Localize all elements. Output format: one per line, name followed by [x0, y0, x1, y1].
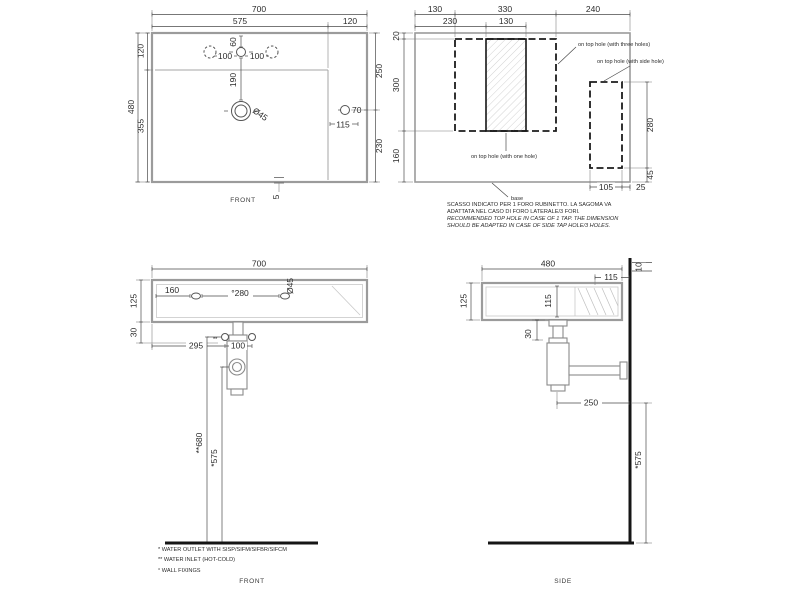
view-label-front: FRONT: [239, 578, 265, 585]
view-label-side: SIDE: [554, 578, 572, 585]
dim-160: 160: [391, 148, 401, 164]
basin-inner-edge: [155, 70, 328, 180]
dim-tap-from-top: [228, 36, 241, 47]
footprint-caption: [447, 202, 619, 229]
dim-60: 60: [228, 37, 238, 47]
side-lower-dims: [557, 392, 652, 543]
note-water-outlet: * WATER OUTLET WITH SISP/SIFM/SIFBR/SIFCM: [158, 547, 287, 553]
view-footprint: [391, 4, 664, 229]
front-notes: [158, 547, 287, 574]
footprint-top-dims: [415, 4, 630, 37]
dim-280-fix: °280: [231, 288, 249, 298]
dim-side-hole-offset: [330, 120, 358, 130]
dim-45: 45: [645, 170, 655, 180]
dim-230: 230: [374, 138, 384, 154]
dim-30-front: 30: [128, 327, 139, 338]
note-water-inlet: ** WATER INLET (HOT-COLD): [158, 557, 235, 563]
wall-fixing-slot-left: [192, 293, 201, 299]
dim-115: 115: [336, 119, 350, 130]
dim-slot-45: Ø45: [285, 277, 295, 295]
dim-70: 70: [352, 105, 362, 115]
dim-250: 250: [583, 397, 599, 408]
caption-line-3: RECOMMENDED TOP HOLE IN CASE OF 1 TAP. THE DIMENSION: [447, 216, 619, 222]
dim-300: 300: [391, 77, 401, 93]
dim-130-inner: 130: [498, 16, 514, 26]
dim-295: 295: [188, 340, 204, 351]
side-top-dims: [482, 259, 652, 286]
water-inlet-right: [249, 334, 256, 341]
dim-330: 330: [497, 4, 513, 14]
dim-250: 250: [374, 63, 384, 79]
dim-700: 700: [251, 4, 267, 14]
dim-5: 5: [271, 194, 281, 200]
label-base: base: [511, 196, 524, 202]
label-side-hole: on top hole (with side hole): [597, 59, 664, 65]
dim-bottom-thickness: [271, 178, 284, 200]
dim-130-top: 130: [427, 4, 443, 14]
note-wall-fixings: ° WALL FIXINGS: [158, 568, 201, 574]
dim-230: 230: [442, 16, 458, 26]
footprint-left-dims: [391, 31, 455, 182]
dim-480: 480: [126, 99, 136, 115]
dim-125-front: 125: [128, 293, 139, 309]
tap-zone-side-hole: [590, 82, 622, 168]
dim-240: 240: [585, 4, 601, 14]
side-left-dims: [459, 283, 558, 340]
dim-115-inner: 115: [543, 294, 553, 308]
dim-100-inlets: 100: [230, 340, 246, 351]
dim-115-top: 115: [604, 272, 618, 282]
dim-160-fix: 160: [164, 285, 180, 295]
label-three-holes: on top hole (with three holes): [578, 42, 651, 48]
siphon-side: [547, 320, 627, 391]
view-front-elevation: [129, 259, 368, 586]
view-label-plan: FRONT: [230, 197, 256, 204]
dim-100-right: 100: [249, 51, 265, 61]
caption-line-1: SCASSO INDICATO PER 1 FORO RUBINETTO. LA SAGOMA VA: [447, 202, 612, 208]
dim-480-side: 480: [540, 258, 556, 269]
label-one-hole: on top hole (with one hole): [471, 154, 537, 160]
view-side-elevation: [459, 258, 653, 585]
caption-line-4: SHOULD BE ADAPTED IN CASE OF SIDE TAP HOLE/3 HOLES.: [447, 223, 611, 229]
tap-zone-one-hole: [486, 39, 526, 131]
dim-575-side: *575: [633, 451, 643, 469]
dim-120-right: 120: [342, 16, 358, 26]
front-outer-dims: [129, 259, 368, 344]
dim-355: 355: [135, 118, 146, 134]
siphon-front: [227, 322, 247, 395]
dim-25: 25: [636, 182, 646, 192]
view-top-plan: [126, 4, 384, 204]
dim-190: 190: [228, 72, 238, 88]
water-inlet-left: [222, 334, 229, 341]
dim-20: 20: [391, 31, 401, 41]
inlet-mark: **: [213, 337, 218, 343]
caption-line-2: ADATTATA NEL CASO DI FORO LATERALE/3 FORI.: [447, 209, 580, 215]
dim-700-front: 700: [251, 258, 267, 269]
dim-105: 105: [598, 182, 614, 192]
dim-drain-offset: [228, 58, 241, 100]
dim-125-side: 125: [458, 293, 469, 309]
dim-10: 10: [633, 262, 644, 272]
dim-100-left: 100: [217, 51, 233, 61]
dim-280: 280: [645, 117, 655, 133]
dim-575-front: *575: [209, 449, 219, 467]
plan-left-dims: [126, 33, 153, 182]
front-body-inner: [157, 285, 363, 318]
dim-680: **680: [194, 432, 204, 454]
drain-diameter-label: Ø45: [250, 105, 270, 123]
dim-120-top: 120: [135, 43, 146, 59]
front-body-outline: [152, 277, 367, 322]
dim-30-side: 30: [523, 329, 533, 339]
dim-575: 575: [232, 16, 248, 26]
